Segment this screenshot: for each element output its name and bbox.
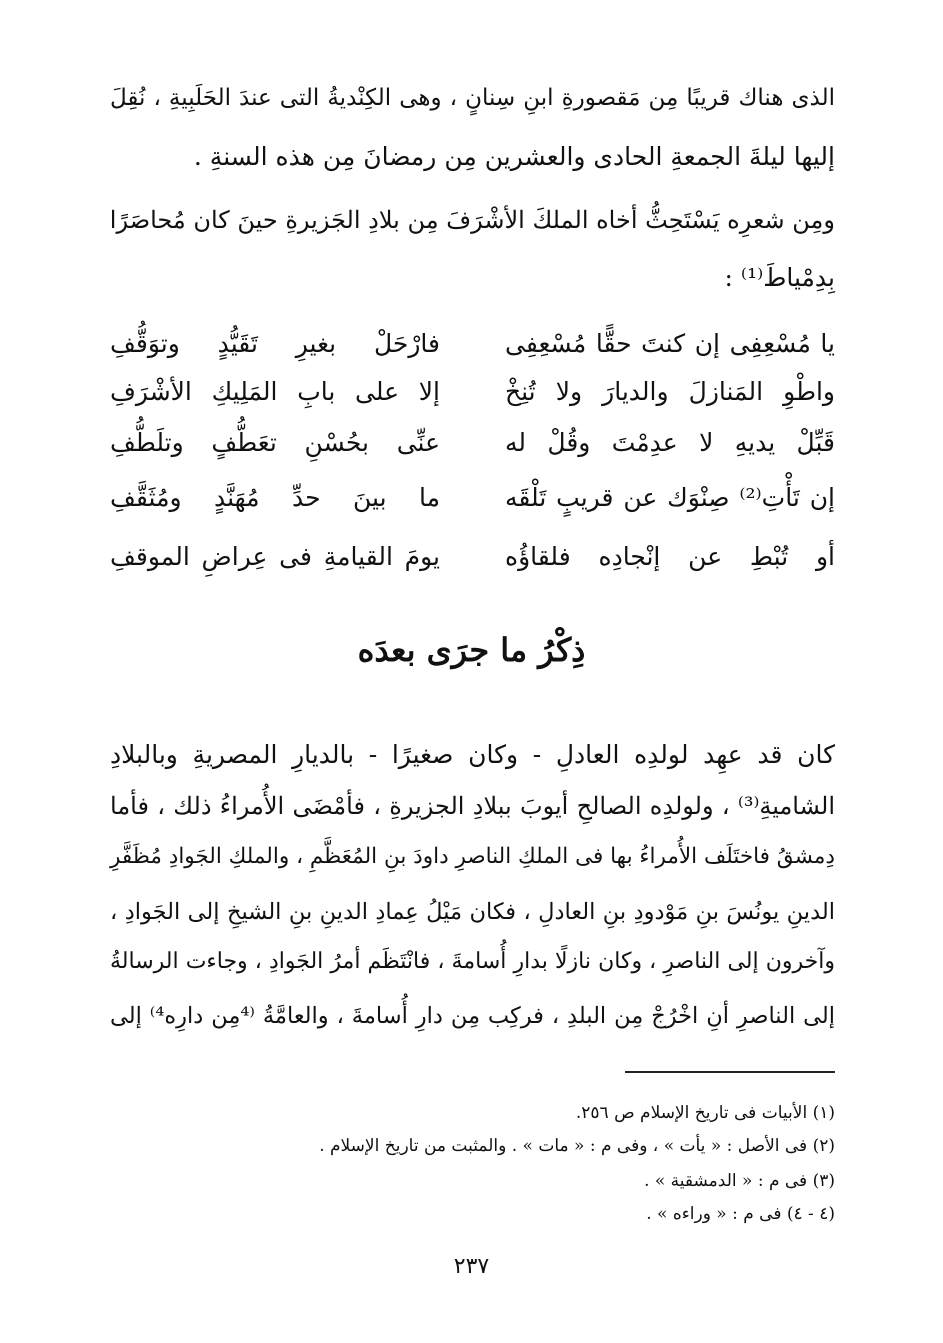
verse-second-hemistich: إلا على بابِ المَلِيكِ الأشْرَفِ [110,377,440,406]
paragraph-line: كان قد عهِد لولدِه العادلِ - وكان صغيرًا - بالديارِ المصريةِ وبالبلادِ [110,740,835,769]
verse-line [110,535,835,579]
poetry-intro-line: ومِن شعرِه يَسْتَحِثُّ أخاه الملكَ الأشْرَفَ مِن بلادِ الجَزيرةِ حينَ كان مُحاصَرًا [109,206,835,234]
poetry-intro-line: بِدِمْياطَ⁽¹⁾ : [724,263,835,292]
paragraph-line: الدينِ يونُسَ بنِ مَوْدودِ بنِ العادلِ ، فكان مَيْلُ عِمادِ الدينِ بنِ الشيخِ إلى الجَوادِ ، [110,899,835,925]
footnote: (٢) فى الأصل : « يأت » ، وفى م : « مات » . والمثبت من تاريخ الإسلام . [319,1136,835,1156]
verse-second-hemistich: ما بينَ حدِّ مُهَنَّدٍ ومُثَقَّفِ [110,483,440,512]
footnote: (٤ - ٤) فى م : « وراءه » . [646,1204,835,1224]
verse-first-hemistich: واطْوِ المَنازلَ والديارَ ولا تُنِخْ [505,377,835,406]
verse-second-hemistich: يومَ القيامةِ فى عِراضِ الموقفِ [110,542,440,571]
verse-first-hemistich: إن تَأْتِ⁽²⁾ صِنْوَك عن قريبٍ تَلْقَه [505,483,835,512]
verse-line [110,370,835,414]
verse-line [110,421,835,465]
paragraph-line: الشاميةِ⁽³⁾ ، ولولدِه الصالحِ أيوبَ ببلادِ الجزيرةِ ، فأمْضَى الأُمراءُ ذلك ، فأما [110,792,835,820]
footnote-divider [625,1071,835,1073]
page-number: ٢٣٧ [453,1254,490,1279]
verse-line [110,322,835,366]
paragraph-line: الذى هناك قريبًا مِن مَقصورةِ ابنِ سِنانٍ ، وهى الكِنْديةُ التى عندَ الحَلَبِيةِ ، نُقِلَ [110,85,835,111]
footnote: (٣) فى م : « الدمشقية » . [644,1171,835,1191]
footnote: (١) الأبيات فى تاريخ الإسلام ص ٢٥٦. [575,1103,835,1123]
verse-line [110,476,835,520]
paragraph-line: وآخرون إلى الناصرِ ، وكان نازلًا بدارِ أُسامةَ ، فانْتَظَم أمرُ الجَوادِ ، وجاءت الرسالةُ [110,949,835,974]
verse-first-hemistich: يا مُسْعِفِى إن كنتَ حقًّا مُسْعِفِى [505,329,835,358]
verse-second-hemistich: فارْحَلْ بغيرِ تَقَيُّدٍ وتوَقُّفِ [110,329,440,358]
paragraph-line: دِمشقُ فاختَلَف الأُمراءُ بها فى الملكِ الناصرِ داودَ بنِ المُعَظَّمِ ، والملكِ الجَوادِ مُظَفَّرِ [110,844,835,869]
verse-first-hemistich: قَبِّلْ يديهِ لا عدِمْتَ وقُلْ له [505,428,835,457]
section-heading: ذِكْرُ ما جرَى بعدَه [357,631,586,669]
verse-second-hemistich: عنِّى بحُسْنِ تعَطُّفٍ وتلَطُّفِ [110,428,440,457]
paragraph-line: إلى الناصرِ أنِ اخْرُجْ مِن البلدِ ، فركِب مِن دارِ أُسامةَ ، والعامَّةُ ⁽⁴مِن دارِه⁴⁾ إلى [110,1003,835,1029]
verse-first-hemistich: أو تُبْطِ عن إنْجادِه فلقاؤُه [505,542,835,571]
paragraph-line: إليها ليلةَ الجمعةِ الحادى والعشرين مِن رمضانَ مِن هذه السنةِ . [193,142,835,171]
